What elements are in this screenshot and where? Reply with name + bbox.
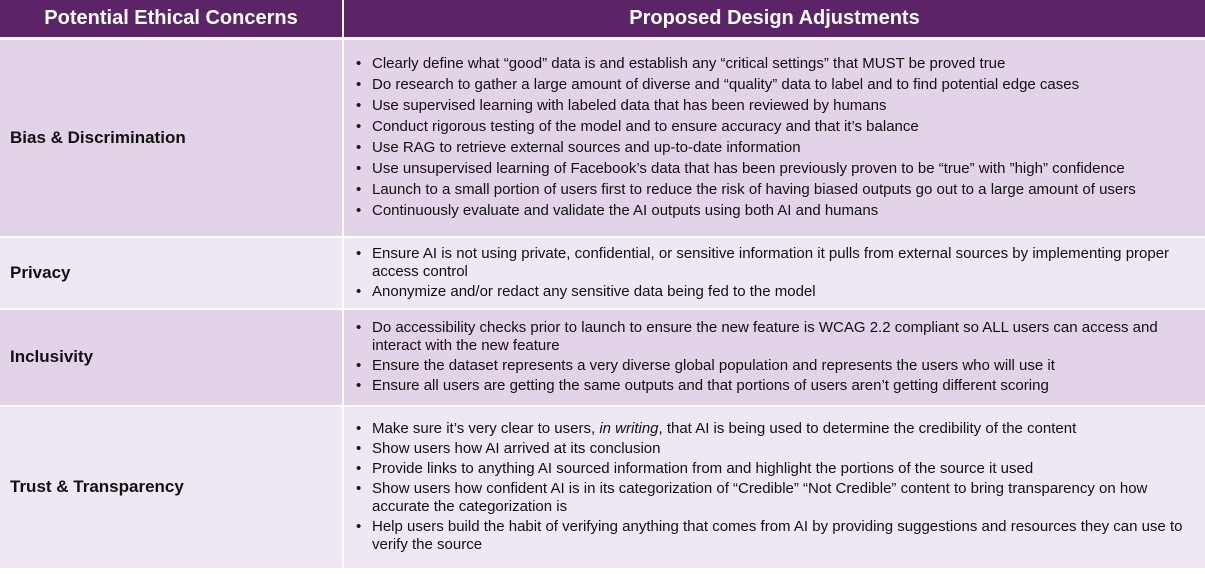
list-item: • Show users how confident AI is in its categorization of “Credible” “Not Credible” content to bring transparency on how accurate the categorization is: [356, 480, 1148, 515]
list-item: • Do accessibility checks prior to launch to ensure the new feature is WCAG 2.2 compliant so ALL users can access and interact with the new feature: [356, 319, 1158, 354]
bullet-icon: •: [356, 518, 362, 535]
bullet-icon: •: [356, 139, 362, 157]
list-item: • Clearly define what “good” data is and establish any “critical settings” that MUST be proved true: [356, 55, 1006, 73]
list-item: • Continuously evaluate and validate the AI outputs using both AI and humans: [356, 202, 879, 220]
bullet-icon: •: [356, 420, 362, 437]
list-item: • Launch to a small portion of users first to reduce the risk of having biased outputs go out to a large amount of users: [356, 181, 1136, 199]
header-adjustments: Proposed Design Adjustments: [343, 0, 1205, 39]
list-item: • Help users build the habit of verifying anything that comes from AI by providing suggestions and resources they can use to verify the source: [356, 518, 1183, 553]
list-item: • Use RAG to retrieve external sources and up-to-date information: [356, 139, 801, 157]
emphasis-text: in writing: [599, 420, 659, 437]
bullet-icon: •: [356, 181, 362, 199]
list-item: • Do research to gather a large amount of diverse and “quality” data to label and to find potential edge cases: [356, 76, 1080, 94]
list-item: • Make sure it’s very clear to users, in writing, that AI is being used to determine the credibility of the content: [356, 420, 1077, 437]
bullet-icon: •: [356, 244, 362, 262]
concern-label: Bias & Discrimination: [0, 39, 343, 237]
adjustment-list: [344, 239, 1205, 307]
bullet-icon: •: [356, 160, 362, 178]
concern-label: Trust & Transparency: [0, 406, 343, 569]
adjustments-cell: [343, 406, 1205, 569]
list-item: • Anonymize and/or redact any sensitive data being fed to the model: [356, 282, 816, 300]
list-item: • Conduct rigorous testing of the model and to ensure accuracy and that it’s balance: [356, 118, 919, 136]
adjustments-cell: [343, 309, 1205, 406]
table-row-inclusivity: [0, 309, 1205, 406]
adjustment-list: [344, 48, 1205, 227]
list-item: • Use supervised learning with labeled data that has been reviewed by humans: [356, 97, 887, 115]
header-row: [0, 0, 1205, 39]
concern-label: Inclusivity: [0, 309, 343, 406]
adjustments-cell: [343, 39, 1205, 237]
bullet-icon: •: [356, 357, 362, 374]
adjustment-list: [344, 313, 1205, 401]
table-row-bias: [0, 39, 1205, 237]
bullet-icon: •: [356, 282, 362, 300]
table-row-privacy: [0, 237, 1205, 309]
list-item: • Show users how AI arrived at its conclusion: [356, 440, 661, 457]
table-row-trust: [0, 406, 1205, 569]
bullet-icon: •: [356, 377, 362, 394]
bullet-icon: •: [356, 97, 362, 115]
bullet-icon: •: [356, 319, 362, 336]
list-item: • Provide links to anything AI sourced information from and highlight the portions of the source it used: [356, 460, 1034, 477]
bullet-icon: •: [356, 440, 362, 457]
list-item: • Ensure the dataset represents a very diverse global population and represents the users who will use it: [356, 357, 1055, 374]
adjustment-list: [344, 414, 1205, 560]
list-item: • Use unsupervised learning of Facebook’s data that has been previously proven to be “true” with ”high” confidence: [356, 160, 1125, 178]
bullet-icon: •: [356, 460, 362, 477]
adjustments-cell: [343, 237, 1205, 309]
bullet-icon: •: [356, 76, 362, 94]
bullet-icon: •: [356, 202, 362, 220]
bullet-icon: •: [356, 480, 362, 497]
header-concerns: Potential Ethical Concerns: [0, 0, 343, 39]
list-item: • Ensure all users are getting the same outputs and that portions of users aren’t getting different scoring: [356, 377, 1049, 394]
bullet-icon: •: [356, 55, 362, 73]
list-item: • Ensure AI is not using private, confidential, or sensitive information it pulls from external sources by implementing proper access control: [356, 244, 1170, 280]
bullet-icon: •: [356, 118, 362, 136]
concern-label: Privacy: [0, 237, 343, 309]
